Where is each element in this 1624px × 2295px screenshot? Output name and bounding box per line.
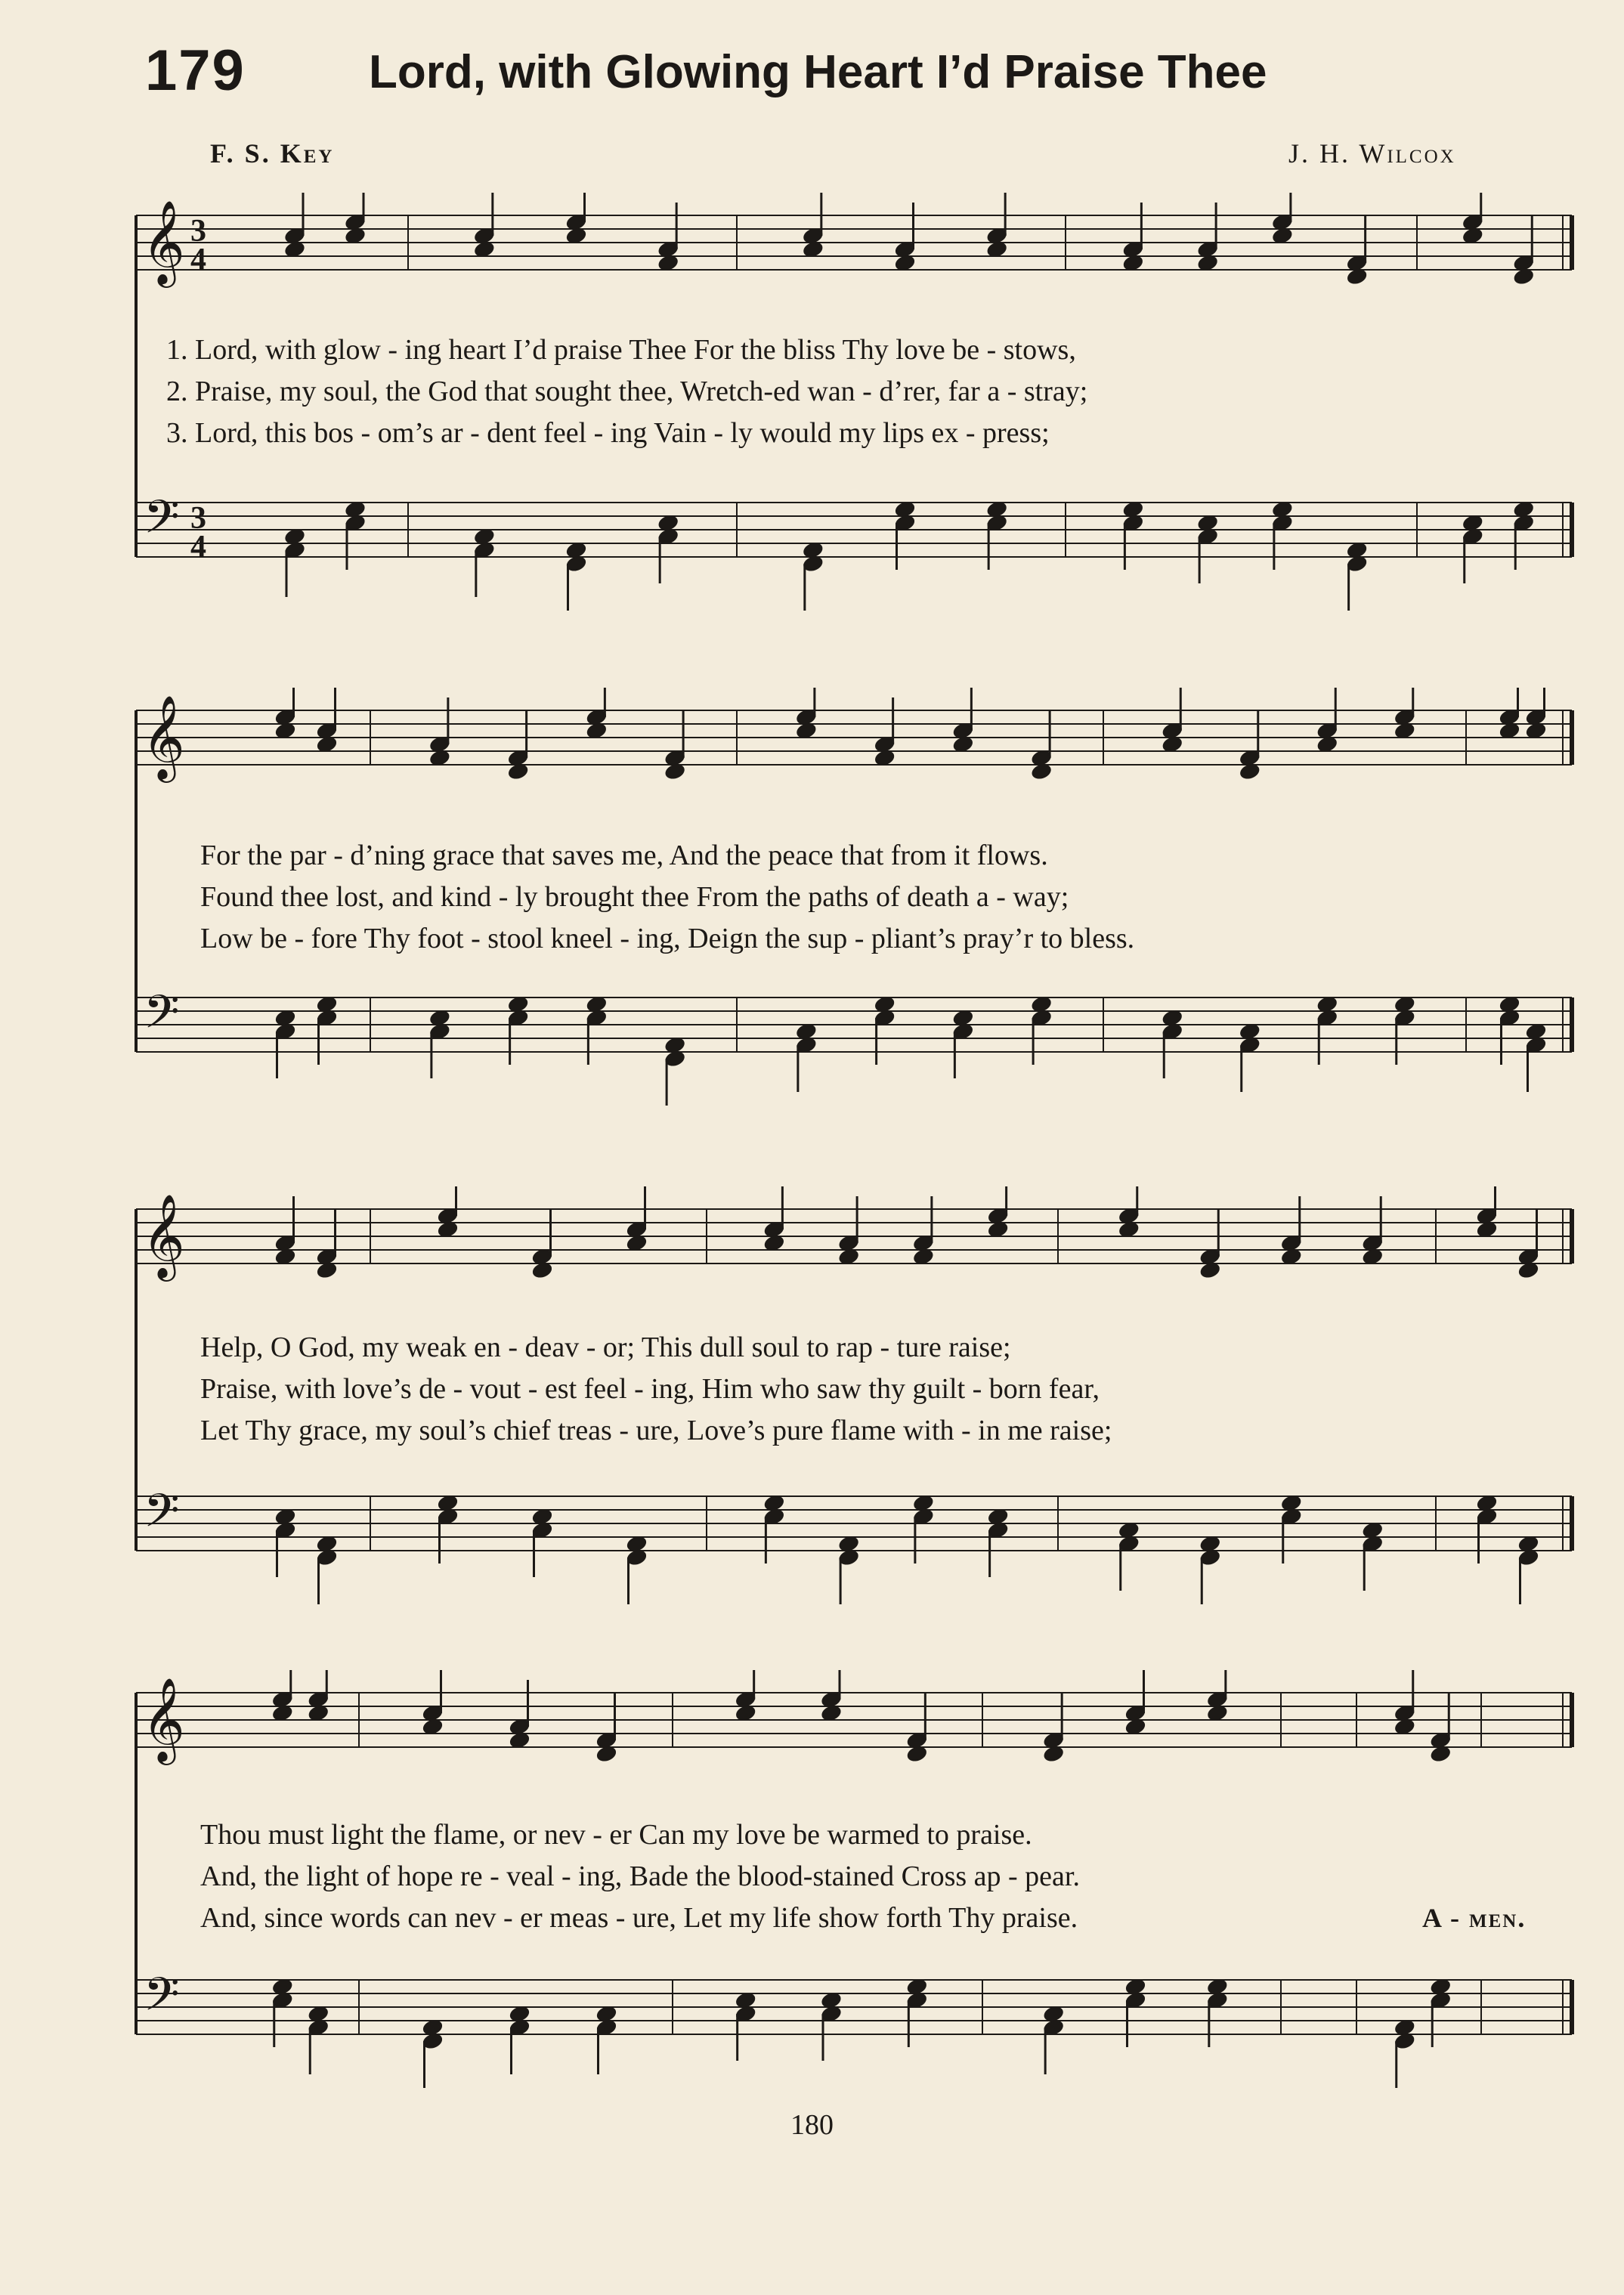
verse-3-line-2: Low be - fore Thy foot - stool kneel - ing, Deign the sup - pliant’s pray’r to bless. [200,923,1135,954]
page-number: 180 [790,2109,834,2141]
verse-3-line-3: Let Thy grace, my soul’s chief treas - ure, Love’s pure flame with - in me raise; [200,1415,1112,1446]
verse-2-line-3: Praise, with love’s de - vout - est feel - ing, Him who saw thy guilt - born fear, [200,1373,1100,1405]
music-system-1 [0,193,1624,616]
bass-time-sig-top: 3 [190,501,206,536]
verse-1-line-3: Help, O God, my weak en - deav - or; This dull soul to rap - ture raise; [200,1332,1011,1363]
bass-clef-icon: 𝄢 [144,1968,180,2033]
verse-3-line-4: And, since words can nev - er meas - ure, Let my life show forth Thy praise. [200,1902,1078,1934]
hymn-number: 179 [145,39,246,103]
treble-time-sig-top: 3 [190,214,206,249]
verse-1-line-4: Thou must light the flame, or nev - er Can my love be warmed to praise. [200,1819,1032,1851]
treble-clef-icon: 𝄞 [142,1193,185,1278]
treble-time-sig-bottom: 4 [190,243,206,277]
amen: A - men. [1422,1903,1527,1933]
bass-clef-icon: 𝄢 [144,490,180,555]
music-system-3 [0,1186,1624,1610]
hymn-title: Lord, with Glowing Heart I’d Praise Thee [369,46,1267,98]
verse-2-line-2: Found thee lost, and kind - ly brought thee From the paths of death a - way; [200,881,1069,913]
verse-1-line-2: For the par - d’ning grace that saves me, And the peace that from it flows. [200,840,1048,871]
treble-clef-icon: 𝄞 [142,694,185,779]
music-system-4 [0,1670,1624,2093]
bass-time-sig-bottom: 4 [190,530,206,564]
verse-1-line-1: 1. Lord, with glow - ing heart I’d praise Thee For the bliss Thy love be - stows, [166,334,1076,366]
composer-credit: J. H. Wilcox [1288,138,1456,169]
treble-clef-icon: 𝄞 [142,199,185,284]
verse-2-line-1: 2. Praise, my soul, the God that sought thee, Wretch-ed wan - d’rer, far a - stray; [166,376,1088,407]
treble-clef-icon: 𝄞 [142,1677,185,1761]
music-system-2 [0,688,1624,1111]
verse-2-line-4: And, the light of hope re - veal - ing, Bade the blood-stained Cross ap - pear. [200,1860,1080,1892]
bass-clef-icon: 𝄢 [144,985,180,1050]
lyricist-credit: F. S. Key [210,138,335,169]
verse-3-line-1: 3. Lord, this bos - om’s ar - dent feel - ing Vain - ly would my lips ex - press; [166,417,1050,449]
bass-clef-icon: 𝄢 [144,1484,180,1549]
